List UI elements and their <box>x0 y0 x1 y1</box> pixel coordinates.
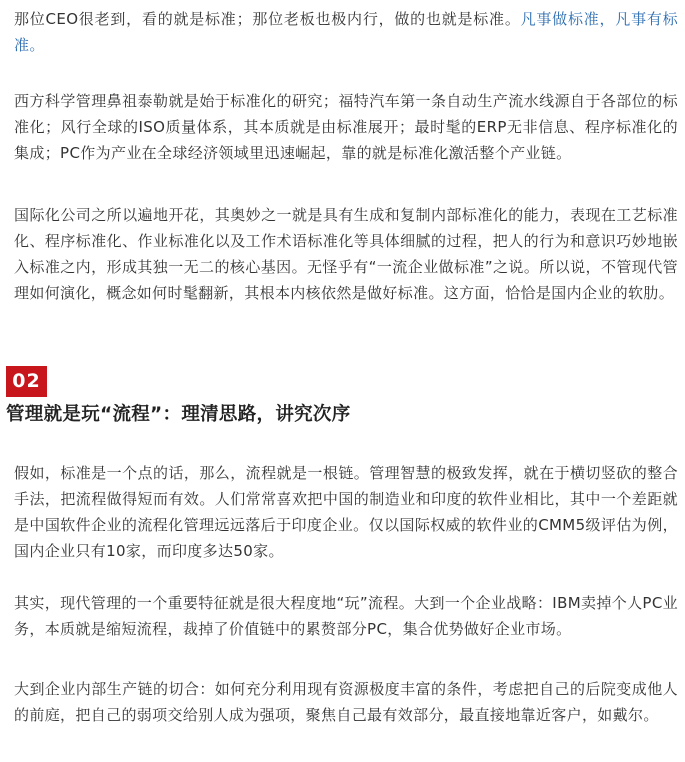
paragraph-western-management: 西方科学管理鼻祖泰勒就是始于标准化的研究；福特汽车第一条自动生产流水线源自于各部位的标准化；风行全球的ISO质量体系，其本质就是由标准展开；最时髦的ERP无非信息、程序标准化的集成；PC作为产业在全球经济领域里迅速崛起，靠的就是标准化激活整个产业链。 <box>14 92 678 162</box>
paragraph-ceo-standard <box>14 6 678 58</box>
paragraph-production-chain: 大到企业内部生产链的切合：如何充分利用现有资源极度丰富的条件，考虑把自己的后院变成他人的前庭，把自己的弱项交给别人成为强项，聚焦自己最有效部分，最直接地靠近客户，如戴尔。 <box>14 680 678 724</box>
section-divider <box>6 395 47 397</box>
highlight-text: 凡事做标准，凡事有标准。 <box>14 10 678 54</box>
paragraph-process-chain: 假如，标准是一个点的话，那么，流程就是一根链。管理智慧的极致发挥，就在于横切竖砍的整合手法，把流程做得短而有效。人们常常喜欢把中国的制造业和印度的软件业相比，其中一个差距就是中国软件企业的流程化管理远远落后于印度企业。仅以国际权威的软件业的CMM5级评估为例，国内企业只有10家，而印度多达50家。 <box>14 464 678 560</box>
paragraph-play-process: 其实，现代管理的一个重要特征就是很大程度地“玩”流程。大到一个企业战略：IBM卖掉个人PC业务，本质就是缩短流程，裁掉了价值链中的累赘部分PC，集合优势做好企业市场。 <box>14 594 678 638</box>
section-number-badge: 02 <box>6 366 47 396</box>
section-heading: 管理就是玩“流程”：理清思路，讲究次序 <box>6 404 351 425</box>
paragraph-international-companies: 国际化公司之所以遍地开花，其奥妙之一就是具有生成和复制内部标准化的能力，表现在工艺标准化、程序标准化、作业标准化以及工作术语标准化等具体细腻的过程，把人的行为和意识巧妙地嵌入标准之内，形成其独一无二的核心基因。无怪乎有“一流企业做标准”之说。所以说，不管现代管理如何演化，概念如何时髦翻新，其根本内核依然是做好标准。这方面，恰恰是国内企业的软肋。 <box>14 206 678 302</box>
paragraph-text: 那位CEO很老到，看的就是标准；那位老板也极内行，做的也就是标准。 <box>14 10 521 28</box>
